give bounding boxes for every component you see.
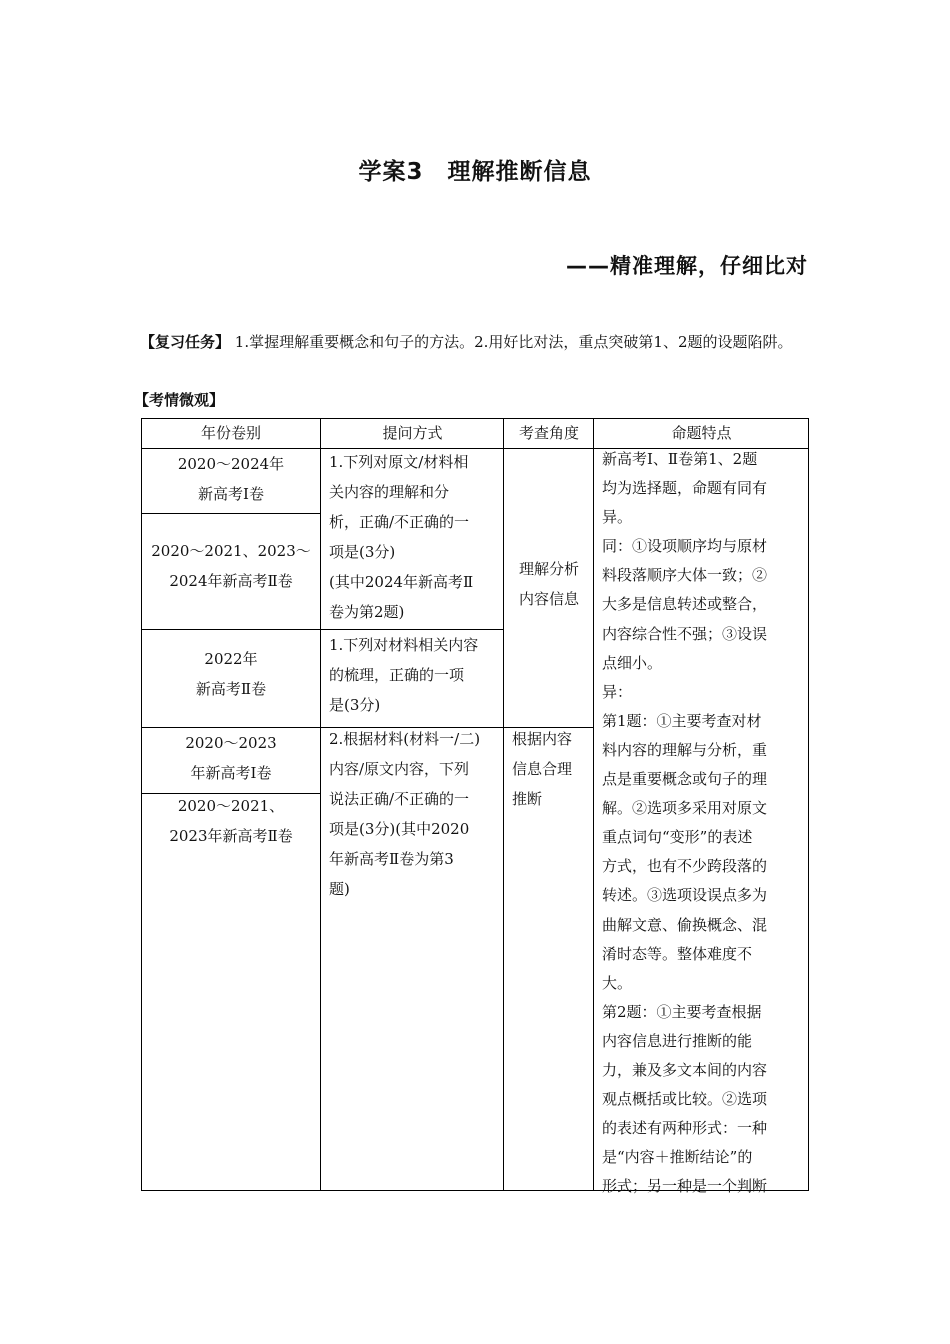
year-cell-line: 2024年新高考Ⅱ卷 bbox=[169, 572, 293, 590]
feature-line: 异。 bbox=[602, 508, 633, 527]
question-cell bbox=[329, 630, 501, 720]
feature-cell bbox=[602, 445, 807, 1201]
year-cell-line: 新高考Ⅱ卷 bbox=[195, 680, 267, 698]
year-cell bbox=[141, 644, 321, 704]
angle-line: 推断 bbox=[512, 790, 543, 808]
year-cell bbox=[141, 791, 321, 851]
section-label: 【考情微观】 bbox=[134, 391, 225, 409]
question-line: 的梳理，正确的一项 bbox=[329, 666, 465, 684]
table-header-cell: 年份卷别 bbox=[200, 424, 261, 442]
page-subtitle: ——精准理解，仔细比对 bbox=[566, 254, 808, 278]
year-cell bbox=[141, 449, 321, 509]
feature-line: 第1题：①主要考查对材 bbox=[602, 711, 762, 730]
question-line: 2.根据材料(材料一/二) bbox=[329, 730, 481, 748]
question-line: 内容/原文内容，下列 bbox=[329, 760, 470, 778]
year-cell-line: 2020～2021、 bbox=[177, 797, 285, 815]
question-line: 是(3分) bbox=[329, 696, 381, 714]
page-title: 学案3 理解推断信息 bbox=[358, 159, 592, 185]
feature-line: 观点概括或比较。②选项 bbox=[602, 1090, 768, 1109]
feature-line: 曲解文意、偷换概念、混 bbox=[602, 915, 768, 934]
angle-line: 理解分析 bbox=[518, 560, 579, 578]
question-line: 卷为第2题) bbox=[329, 603, 405, 621]
feature-line: 点是重要概念或句子的理 bbox=[602, 770, 768, 789]
year-cell-line: 2022年 bbox=[204, 650, 258, 668]
feature-line: 内容综合性不强；③设误 bbox=[602, 624, 768, 643]
review-task bbox=[140, 328, 812, 356]
question-line: 说法正确/不正确的一 bbox=[329, 790, 470, 808]
table-header-cell: 提问方式 bbox=[382, 424, 443, 442]
feature-line: 是“内容＋推断结论”的 bbox=[602, 1148, 753, 1167]
feature-line: 料段落顺序大体一致；② bbox=[602, 566, 768, 585]
review-task-text: 1.掌握理解重要概念和句子的方法。2.用好比对法，重点突破第1、2题的设题陷阱。 bbox=[234, 333, 793, 351]
question-line: 项是(3分)(其中2020 bbox=[329, 820, 470, 838]
angle-cell bbox=[512, 724, 592, 814]
question-line: 1.下列对材料相关内容 bbox=[329, 636, 479, 654]
question-cell bbox=[329, 724, 501, 904]
question-line: 1.下列对原文/材料相 bbox=[329, 453, 469, 471]
angle-line: 根据内容 bbox=[512, 730, 573, 748]
table-row-divider bbox=[141, 513, 321, 514]
year-cell-line: 新高考Ⅰ卷 bbox=[198, 485, 264, 503]
review-task-label: 【复习任务】 bbox=[140, 333, 231, 351]
question-line: 题) bbox=[329, 880, 350, 898]
feature-line: 点细小。 bbox=[602, 653, 663, 672]
angle-line: 内容信息 bbox=[518, 590, 579, 608]
feature-line: 新高考Ⅰ、Ⅱ卷第1、2题 bbox=[602, 450, 758, 468]
feature-line: 第2题：①主要考查根据 bbox=[602, 1002, 762, 1021]
feature-line: 淆时态等。整体难度不 bbox=[602, 944, 753, 963]
feature-line: 内容信息进行推断的能 bbox=[602, 1031, 753, 1050]
year-cell-line: 2020～2021、2023～ bbox=[151, 542, 311, 560]
feature-line: 方式，也有不少跨段落的 bbox=[602, 857, 768, 876]
feature-line: 转述。③选项设误点多为 bbox=[602, 886, 768, 905]
year-cell-line: 2020～2024年 bbox=[177, 455, 285, 473]
exam-table bbox=[141, 418, 809, 1196]
question-line: 析，正确/不正确的一 bbox=[329, 513, 470, 531]
question-line: (其中2024年新高考Ⅱ bbox=[329, 573, 474, 591]
question-cell bbox=[329, 447, 501, 627]
feature-line: 解。②选项多采用对原文 bbox=[602, 799, 768, 818]
feature-line: 的表述有两种形式：一种 bbox=[602, 1119, 768, 1138]
feature-line: 异： bbox=[602, 682, 633, 701]
feature-line: 大多是信息转述或整合， bbox=[602, 595, 768, 614]
table-header-cell: 考查角度 bbox=[518, 424, 579, 442]
feature-line: 大。 bbox=[602, 973, 633, 992]
feature-line: 料内容的理解与分析，重 bbox=[602, 740, 768, 759]
year-cell bbox=[141, 536, 321, 596]
table-col-divider bbox=[503, 418, 504, 1191]
feature-line: 形式；另一种是一个判断 bbox=[602, 1177, 768, 1196]
year-cell-line: 2023年新高考Ⅱ卷 bbox=[169, 827, 293, 845]
feature-line: 重点词句“变形”的表述 bbox=[602, 828, 753, 847]
table-border-right bbox=[808, 418, 809, 1191]
question-line: 关内容的理解和分 bbox=[329, 483, 450, 501]
feature-line: 均为选择题，命题有同有 bbox=[602, 479, 768, 498]
year-cell-line: 年新高考Ⅰ卷 bbox=[190, 764, 272, 782]
table-header-cell: 命题特点 bbox=[671, 424, 732, 442]
question-line: 项是(3分) bbox=[329, 543, 396, 561]
question-line: 年新高考Ⅱ卷为第3 bbox=[329, 850, 454, 868]
angle-line: 信息合理 bbox=[512, 760, 573, 778]
feature-line: 同：①设项顺序均与原材 bbox=[602, 537, 768, 556]
angle-cell bbox=[504, 554, 594, 614]
year-cell bbox=[141, 728, 321, 788]
feature-line: 力，兼及多文本间的内容 bbox=[602, 1060, 768, 1079]
year-cell-line: 2020～2023 bbox=[185, 734, 277, 752]
table-col-divider bbox=[593, 418, 594, 1191]
